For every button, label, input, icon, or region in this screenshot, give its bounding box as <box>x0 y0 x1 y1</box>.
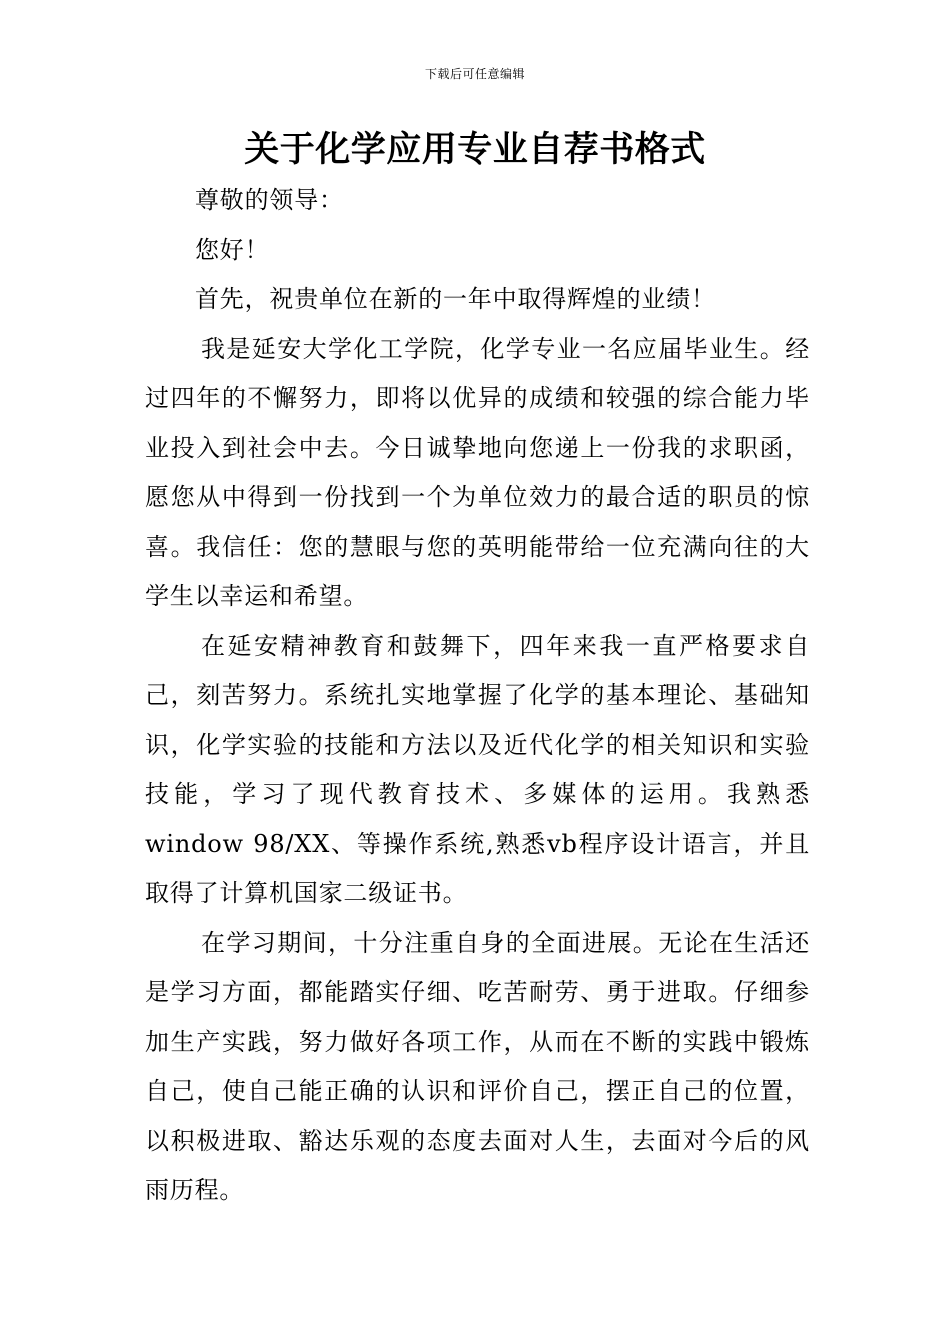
paragraph-intro: 我是延安大学化工学院，化学专业一名应届毕业生。经过四年的不懈努力，即将以优异的成绩和较强的综合能力毕业投入到社会中去。今日诚挚地向您递上一份我的求职函，愿您从中得到一份找到一个为单位效力的最合适的职员的惊喜。我信任：您的慧眼与您的英明能带给一位充满向往的大学生以幸运和希望。 <box>145 334 810 610</box>
paragraph-study: 在延安精神教育和鼓舞下，四年来我一直严格要求自己，刻苦努力。系统扎实地掌握了化学的基本理论、基础知识，化学实验的技能和方法以及近代化学的相关知识和实验技能，学习了现代教育技术、多媒体的运用。我熟悉window 98/XX、等操作系统,熟悉vb程序设计语言，并且取得了计算机国家二级证书。 <box>145 631 810 907</box>
wish-line: 首先，祝贵单位在新的一年中取得辉煌的业绩！ <box>195 285 716 313</box>
paragraph-development: 在学习期间，十分注重自身的全面进展。无论在生活还是学习方面，都能踏实仔细、吃苦耐劳、勇于进取。仔细参加生产实践，努力做好各项工作，从而在不断的实践中锻炼自己，使自己能正确的认识和评价自己，摆正自己的位置，以积极进取、豁达乐观的态度去面对人生，去面对今后的风雨历程。 <box>145 928 810 1204</box>
page-header-note: 下载后可任意编辑 <box>424 67 525 81</box>
greeting-line: 尊敬的领导： <box>195 186 344 214</box>
document-body <box>145 176 810 1216</box>
document-title: 关于化学应用专业自荐书格式 <box>244 130 706 170</box>
hello-line: 您好！ <box>195 235 270 264</box>
